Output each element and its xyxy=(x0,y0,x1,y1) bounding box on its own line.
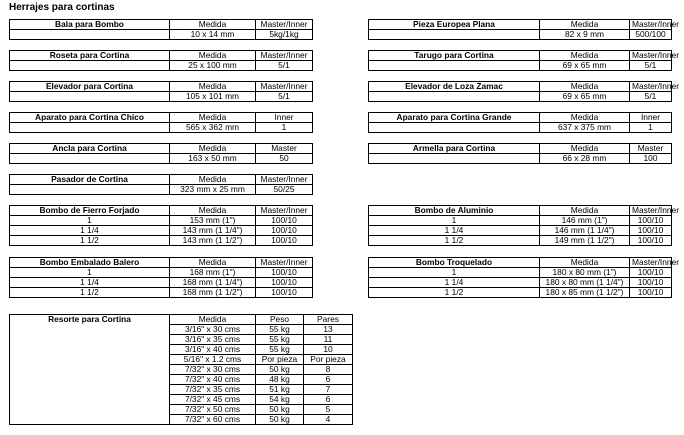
table-header-row xyxy=(10,258,313,268)
product-table xyxy=(368,205,680,246)
pack-value: 1 xyxy=(256,123,313,133)
table-header-row xyxy=(10,144,313,154)
product-name: Armella para Cortina xyxy=(369,144,540,154)
column-header: Master/Inner xyxy=(256,206,313,216)
weight-value: 55 kg xyxy=(256,325,304,335)
table-row xyxy=(369,216,672,226)
product-name: Bombo Troquelado xyxy=(369,258,540,268)
measure-value: 82 x 9 mm xyxy=(540,30,630,40)
size-label: 1 1/4 xyxy=(10,278,170,288)
measure-value: 153 mm (1") xyxy=(170,216,256,226)
column-header: Medida xyxy=(540,144,630,154)
product-name: Bombo de Aluminio xyxy=(369,206,540,216)
table-header-row xyxy=(10,175,313,185)
pack-value: 100/10 xyxy=(256,216,313,226)
column-header: Master/Inner xyxy=(630,258,672,268)
measure-value: 7/32" x 30 cms xyxy=(170,365,256,375)
pairs-value: 6 xyxy=(304,375,353,385)
pack-value: 5kg/1kg xyxy=(256,30,313,40)
pack-value: 100/10 xyxy=(256,236,313,246)
column-header: Inner xyxy=(256,113,313,123)
size-label: 1 xyxy=(369,216,540,226)
pack-value: 100/10 xyxy=(630,236,672,246)
product-table xyxy=(9,174,313,195)
table-row xyxy=(369,288,672,298)
column-header: Medida xyxy=(170,315,256,325)
column-header: Medida xyxy=(170,258,256,268)
table-row xyxy=(10,123,313,133)
measure-value: 143 mm (1 1/2") xyxy=(170,236,256,246)
measure-value: 565 x 362 mm xyxy=(170,123,256,133)
column-header: Medida xyxy=(170,20,256,30)
column-header: Medida xyxy=(540,82,630,92)
column-header: Pares xyxy=(304,315,353,325)
product-table xyxy=(9,50,313,71)
measure-value: 168 mm (1 1/4") xyxy=(170,278,256,288)
table-row xyxy=(369,236,672,246)
weight-value: Por pieza xyxy=(256,355,304,365)
weight-value: 50 kg xyxy=(256,365,304,375)
table-row xyxy=(10,185,313,195)
column-header: Master/Inner xyxy=(256,51,313,61)
measure-value: 180 x 80 mm (1 1/4") xyxy=(540,278,630,288)
table-row xyxy=(369,154,672,164)
table-row xyxy=(369,268,672,278)
measure-value: 149 mm (1 1/2") xyxy=(540,236,630,246)
column-header: Master xyxy=(256,144,313,154)
size-label xyxy=(369,61,540,71)
measure-value: 25 x 100 mm xyxy=(170,61,256,71)
product-name: Elevador para Cortina xyxy=(10,82,170,92)
column-header: Medida xyxy=(170,175,256,185)
product-table xyxy=(368,143,672,164)
column-header: Medida xyxy=(170,113,256,123)
size-label: 1 1/2 xyxy=(369,236,540,246)
size-label: 1 1/4 xyxy=(369,278,540,288)
measure-value: 3/16" x 35 cms xyxy=(170,335,256,345)
table-header-row xyxy=(369,51,672,61)
table-row xyxy=(369,123,672,133)
product-table xyxy=(9,257,313,298)
column-header: Inner xyxy=(630,113,672,123)
weight-value: 50 kg xyxy=(256,415,304,425)
column-header: Master/Inner xyxy=(630,51,672,61)
pack-value: 100/10 xyxy=(630,216,672,226)
size-label: 1 1/2 xyxy=(369,288,540,298)
size-label: 1 1/2 xyxy=(10,288,170,298)
size-label xyxy=(10,185,170,195)
product-table xyxy=(368,19,680,40)
table-header-row xyxy=(10,20,313,30)
pack-value: 100 xyxy=(630,154,672,164)
table-row xyxy=(10,61,313,71)
product-name: Bala para Bombo xyxy=(10,20,170,30)
measure-value: 10 x 14 mm xyxy=(170,30,256,40)
product-name: Pasador de Cortina xyxy=(10,175,170,185)
table-row xyxy=(10,92,313,102)
table-header-row xyxy=(369,113,672,123)
size-label xyxy=(10,123,170,133)
resorte-table xyxy=(9,314,353,425)
product-name: Elevador de Loza Zamac xyxy=(369,82,540,92)
pairs-value: 5 xyxy=(304,405,353,415)
pack-value: 100/10 xyxy=(256,288,313,298)
column-header: Master/Inner xyxy=(256,258,313,268)
product-name: Bombo Embalado Balero xyxy=(10,258,170,268)
size-label xyxy=(369,154,540,164)
page-title: Herrajes para cortinas xyxy=(9,2,115,13)
product-name: Resorte para Cortina xyxy=(10,315,170,425)
product-table xyxy=(368,112,672,133)
product-table xyxy=(9,205,313,246)
pairs-value: 11 xyxy=(304,335,353,345)
size-label xyxy=(10,61,170,71)
column-header: Medida xyxy=(540,51,630,61)
pairs-value: 4 xyxy=(304,415,353,425)
pack-value: 5/1 xyxy=(630,61,672,71)
pairs-value: 8 xyxy=(304,365,353,375)
measure-value: 146 mm (1") xyxy=(540,216,630,226)
product-name: Aparato para Cortina Chico xyxy=(10,113,170,123)
product-name: Pieza Europea Plana xyxy=(369,20,540,30)
product-table xyxy=(368,50,680,71)
pairs-value: 13 xyxy=(304,325,353,335)
measure-value: 180 x 85 mm (1 1/2") xyxy=(540,288,630,298)
pack-value: 5/1 xyxy=(256,92,313,102)
size-label: 1 1/4 xyxy=(369,226,540,236)
measure-value: 5/16" x 1.2 cms xyxy=(170,355,256,365)
pack-value: 100/10 xyxy=(256,226,313,236)
table-header-row xyxy=(10,206,313,216)
table-row xyxy=(369,278,672,288)
weight-value: 51 kg xyxy=(256,385,304,395)
measure-value: 168 mm (1 1/2") xyxy=(170,288,256,298)
table-header-row xyxy=(369,20,672,30)
weight-value: 50 kg xyxy=(256,405,304,415)
measure-value: 105 x 101 mm xyxy=(170,92,256,102)
table-row xyxy=(10,278,313,288)
column-header: Medida xyxy=(540,20,630,30)
weight-value: 54 kg xyxy=(256,395,304,405)
column-header: Master/Inner xyxy=(630,206,672,216)
size-label: 1 xyxy=(10,268,170,278)
pairs-value: Por pieza xyxy=(304,355,353,365)
weight-value: 55 kg xyxy=(256,345,304,355)
column-header: Medida xyxy=(170,144,256,154)
measure-value: 7/32" x 40 cms xyxy=(170,375,256,385)
table-header-row xyxy=(369,206,672,216)
table-row xyxy=(10,236,313,246)
measure-value: 66 x 28 mm xyxy=(540,154,630,164)
pack-value: 5/1 xyxy=(256,61,313,71)
column-header: Master/Inner xyxy=(256,175,313,185)
measure-value: 146 mm (1 1/4") xyxy=(540,226,630,236)
column-header: Master/Inner xyxy=(256,20,313,30)
product-name: Tarugo para Cortina xyxy=(369,51,540,61)
product-name: Aparato para Cortina Grande xyxy=(369,113,540,123)
table-row xyxy=(369,61,672,71)
pack-value: 100/10 xyxy=(256,268,313,278)
measure-value: 168 mm (1") xyxy=(170,268,256,278)
product-table xyxy=(368,81,680,102)
column-header: Master xyxy=(630,144,672,154)
size-label xyxy=(10,30,170,40)
table-row xyxy=(10,216,313,226)
pairs-value: 6 xyxy=(304,395,353,405)
table-row xyxy=(369,30,672,40)
pack-value: 100/10 xyxy=(630,288,672,298)
pairs-value: 10 xyxy=(304,345,353,355)
measure-value: 637 x 375 mm xyxy=(540,123,630,133)
size-label xyxy=(369,30,540,40)
table-row xyxy=(369,226,672,236)
pack-value: 1 xyxy=(630,123,672,133)
pack-value: 100/10 xyxy=(256,278,313,288)
weight-value: 48 kg xyxy=(256,375,304,385)
table-header-row xyxy=(369,258,672,268)
table-header-row xyxy=(369,144,672,154)
measure-value: 7/32" x 35 cms xyxy=(170,385,256,395)
column-header: Master/Inner xyxy=(630,20,672,30)
pack-value: 500/100 xyxy=(630,30,672,40)
column-header: Medida xyxy=(170,206,256,216)
table-row xyxy=(369,92,672,102)
pack-value: 100/10 xyxy=(630,268,672,278)
measure-value: 3/16" x 30 cms xyxy=(170,325,256,335)
measure-value: 7/32" x 60 cms xyxy=(170,415,256,425)
measure-value: 69 x 65 mm xyxy=(540,61,630,71)
column-header: Medida xyxy=(170,51,256,61)
measure-value: 163 x 50 mm xyxy=(170,154,256,164)
size-label xyxy=(10,154,170,164)
column-header: Peso xyxy=(256,315,304,325)
size-label xyxy=(369,123,540,133)
table-row xyxy=(10,154,313,164)
product-table xyxy=(368,257,680,298)
column-header: Medida xyxy=(540,113,630,123)
table-row xyxy=(10,226,313,236)
table-header-row xyxy=(10,82,313,92)
table-row xyxy=(10,288,313,298)
table-row xyxy=(10,268,313,278)
pairs-value: 7 xyxy=(304,385,353,395)
table-header-row xyxy=(10,51,313,61)
weight-value: 55 kg xyxy=(256,335,304,345)
size-label xyxy=(369,92,540,102)
product-table xyxy=(9,19,313,40)
measure-value: 180 x 80 mm (1") xyxy=(540,268,630,278)
pack-value: 100/10 xyxy=(630,278,672,288)
pack-value: 5/1 xyxy=(630,92,672,102)
column-header: Master/Inner xyxy=(256,82,313,92)
column-header: Master/Inner xyxy=(630,82,672,92)
product-name: Roseta para Cortina xyxy=(10,51,170,61)
table-header-row xyxy=(369,82,672,92)
size-label: 1 1/4 xyxy=(10,226,170,236)
column-header: Medida xyxy=(170,82,256,92)
table-header-row xyxy=(10,315,353,325)
size-label: 1 xyxy=(369,268,540,278)
measure-value: 323 mm x 25 mm xyxy=(170,185,256,195)
pack-value: 100/10 xyxy=(630,226,672,236)
product-table xyxy=(9,143,313,164)
measure-value: 3/16" x 40 cms xyxy=(170,345,256,355)
column-header: Medida xyxy=(540,258,630,268)
product-table xyxy=(9,112,313,133)
measure-value: 7/32" x 50 cms xyxy=(170,405,256,415)
column-header: Medida xyxy=(540,206,630,216)
product-name: Ancla para Cortina xyxy=(10,144,170,154)
measure-value: 69 x 65 mm xyxy=(540,92,630,102)
pack-value: 50/25 xyxy=(256,185,313,195)
measure-value: 7/32" x 45 cms xyxy=(170,395,256,405)
size-label: 1 xyxy=(10,216,170,226)
measure-value: 143 mm (1 1/4") xyxy=(170,226,256,236)
table-header-row xyxy=(10,113,313,123)
product-name: Bombo de Fierro Forjado xyxy=(10,206,170,216)
size-label: 1 1/2 xyxy=(10,236,170,246)
size-label xyxy=(10,92,170,102)
table-row xyxy=(10,30,313,40)
pack-value: 50 xyxy=(256,154,313,164)
product-table xyxy=(9,81,313,102)
